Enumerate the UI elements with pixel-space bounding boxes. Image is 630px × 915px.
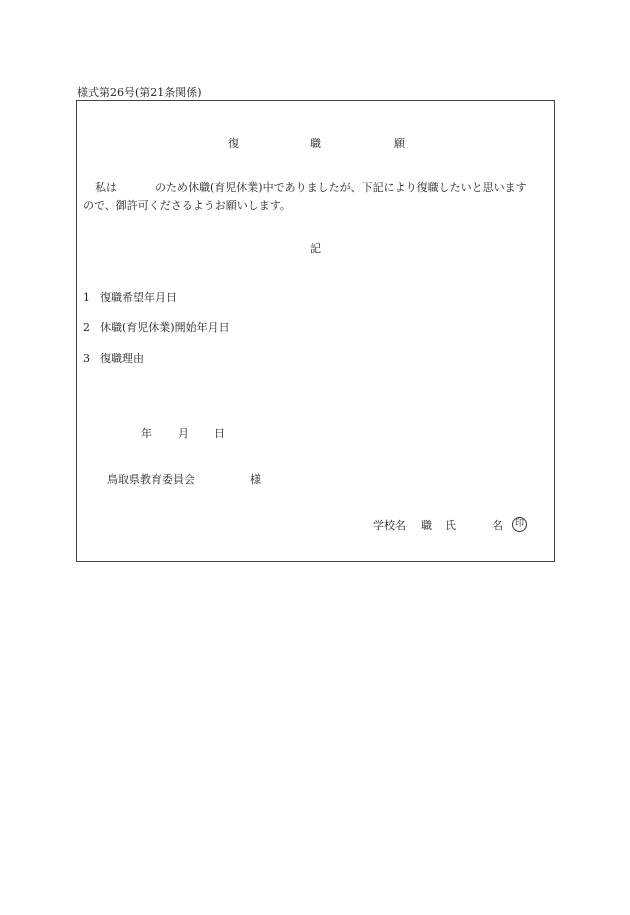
addressee-honorific: 様 xyxy=(250,473,261,486)
form-box xyxy=(76,100,555,562)
item-label: 復職理由 xyxy=(100,352,144,365)
date-line xyxy=(77,425,554,439)
item-label: 復職希望年月日 xyxy=(100,291,177,304)
document-title xyxy=(77,135,554,149)
date-year: 年 xyxy=(141,427,152,440)
item-return-date xyxy=(83,289,177,305)
item-return-reason xyxy=(83,350,144,366)
body-line-1-part-2: のため休職(育児休業)中でありましたが、下記により復職したいと思います xyxy=(155,181,527,194)
body-line-1-part-1: 私は xyxy=(95,181,117,194)
body-line-2: ので、御許可くださるようお願いします。 xyxy=(83,199,291,212)
position-label: 職 xyxy=(421,519,432,532)
item-label: 休職(育児休業)開始年月日 xyxy=(100,321,230,334)
item-number: 2 xyxy=(83,321,90,334)
title-char-3: 願 xyxy=(394,137,405,150)
title-char-2: 職 xyxy=(310,137,321,150)
item-leave-start-date xyxy=(83,319,230,335)
form-number: 様式第26号(第21条関係) xyxy=(77,86,202,99)
ki-heading: 記 xyxy=(310,242,321,255)
school-name-label: 学校名 xyxy=(373,519,406,532)
item-number: 1 xyxy=(83,291,90,304)
name-label-part-2: 名 xyxy=(492,519,503,532)
addressee-name: 鳥取県教育委員会 xyxy=(107,473,195,486)
addressee xyxy=(77,471,554,485)
date-day: 日 xyxy=(214,427,225,440)
signature-block xyxy=(77,517,554,533)
title-char-1: 復 xyxy=(228,137,239,150)
date-month: 月 xyxy=(178,427,189,440)
request-body xyxy=(83,179,553,215)
body-line-1 xyxy=(83,179,553,197)
seal-mark: 印 xyxy=(512,517,527,532)
name-label-part-1: 氏 xyxy=(445,519,456,532)
item-number: 3 xyxy=(83,352,90,365)
